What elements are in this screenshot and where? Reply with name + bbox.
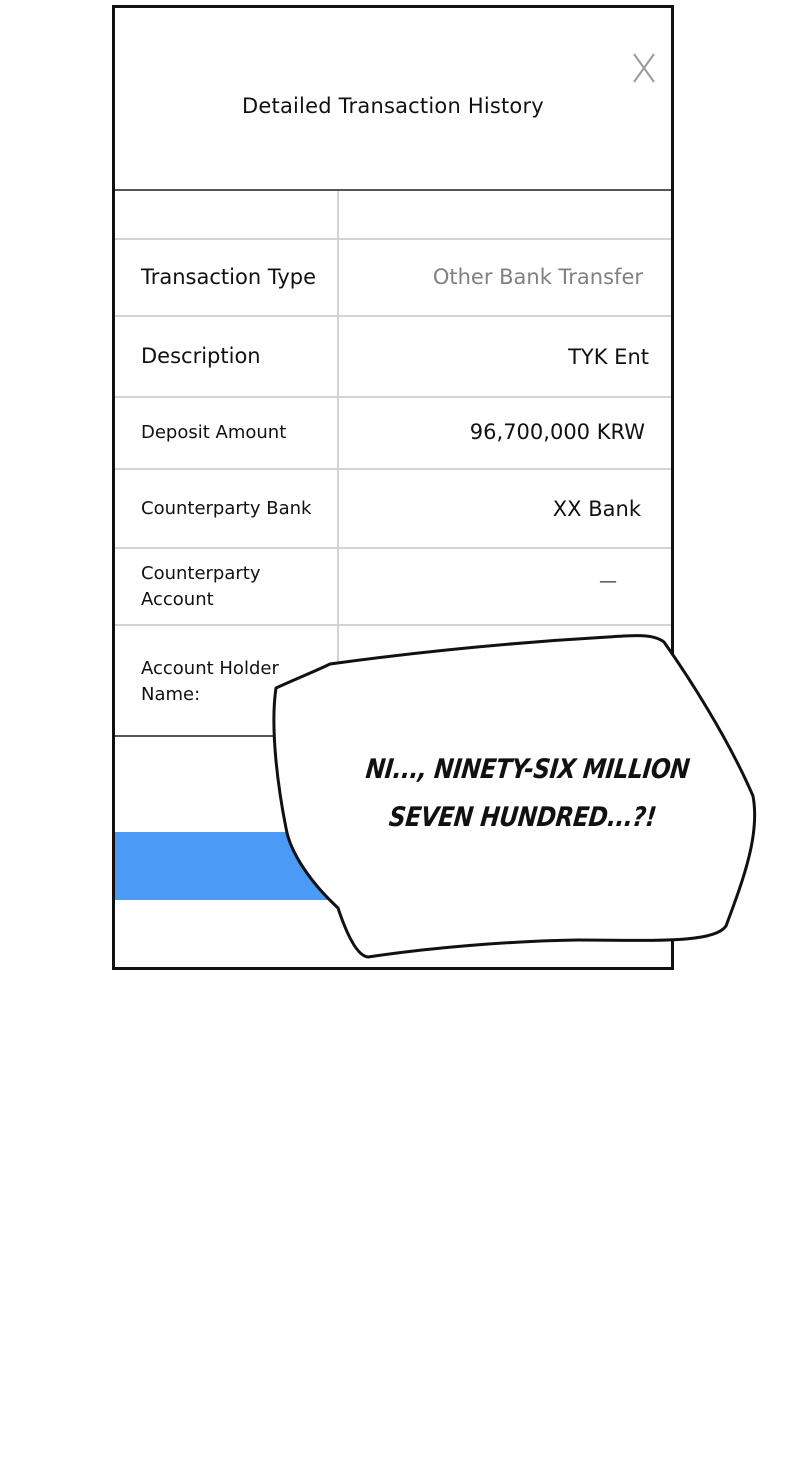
dialog-header: [115, 8, 671, 191]
transaction-type-value: Other Bank Transfer: [432, 265, 643, 289]
column-divider: [337, 470, 339, 547]
counterparty-account-value: —: [599, 571, 617, 592]
table-row-transaction-type: [115, 240, 671, 317]
column-divider: [337, 317, 339, 396]
deposit-amount-label: Deposit Amount: [141, 422, 287, 443]
table-row-blank: [115, 191, 671, 240]
column-divider: [337, 191, 339, 238]
counterparty-bank-value: XX Bank: [552, 497, 641, 521]
transaction-type-label: Transaction Type: [141, 265, 317, 289]
counterparty-account-label: Counterparty Account: [141, 563, 261, 610]
dialog-title: Detailed Transaction History: [242, 94, 544, 118]
table-row-description: [115, 317, 671, 398]
column-divider: [337, 398, 339, 468]
column-divider: [337, 549, 339, 624]
account-holder-label: Account Holder Name:: [141, 658, 279, 705]
deposit-amount-value: 96,700,000 KRW: [469, 420, 645, 444]
column-divider: [337, 240, 339, 315]
close-icon: [631, 48, 657, 88]
table-row-counterparty-account: [115, 549, 671, 626]
description-label: Description: [141, 344, 261, 368]
description-value: TYK Ent: [568, 345, 649, 369]
table-row-counterparty-bank: [115, 470, 671, 549]
close-button[interactable]: [631, 48, 657, 88]
speech-bubble: [268, 628, 768, 964]
speech-bubble-text: NI..., NINETY-SIX MILLION SEVEN HUNDRED...?!: [364, 754, 691, 833]
table-row-deposit-amount: [115, 398, 671, 470]
counterparty-bank-label: Counterparty Bank: [141, 498, 312, 519]
